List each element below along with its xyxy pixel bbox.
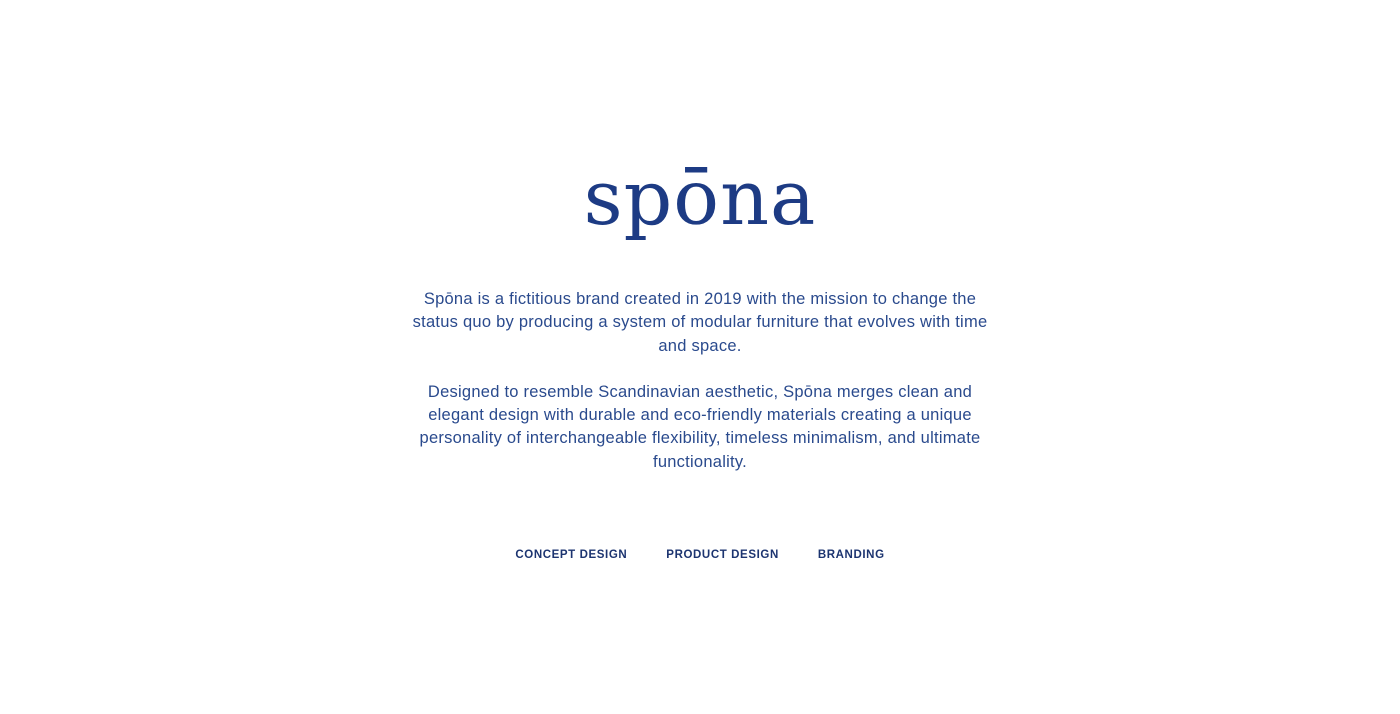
description-paragraph: Spōna is a fictitious brand created in 2019 with the mission to change the status quo by producing a system of modular furniture that evolves with time and space. — [412, 290, 988, 355]
brand-logo: spōna — [583, 153, 817, 242]
project-description — [400, 288, 1000, 474]
description-paragraph: Designed to resemble Scandinavian aesthetic, Spōna merges clean and elegant design with durable and eco-friendly materials creating a unique personality of interchangeable flexibility, timeless minimalism, and ultimate functionality. — [419, 382, 981, 471]
project-tags — [0, 549, 1400, 561]
tag-branding[interactable]: BRANDING — [817, 549, 885, 561]
tag-concept-design[interactable]: CONCEPT DESIGN — [515, 549, 628, 561]
tag-product-design[interactable]: PRODUCT DESIGN — [666, 549, 779, 561]
